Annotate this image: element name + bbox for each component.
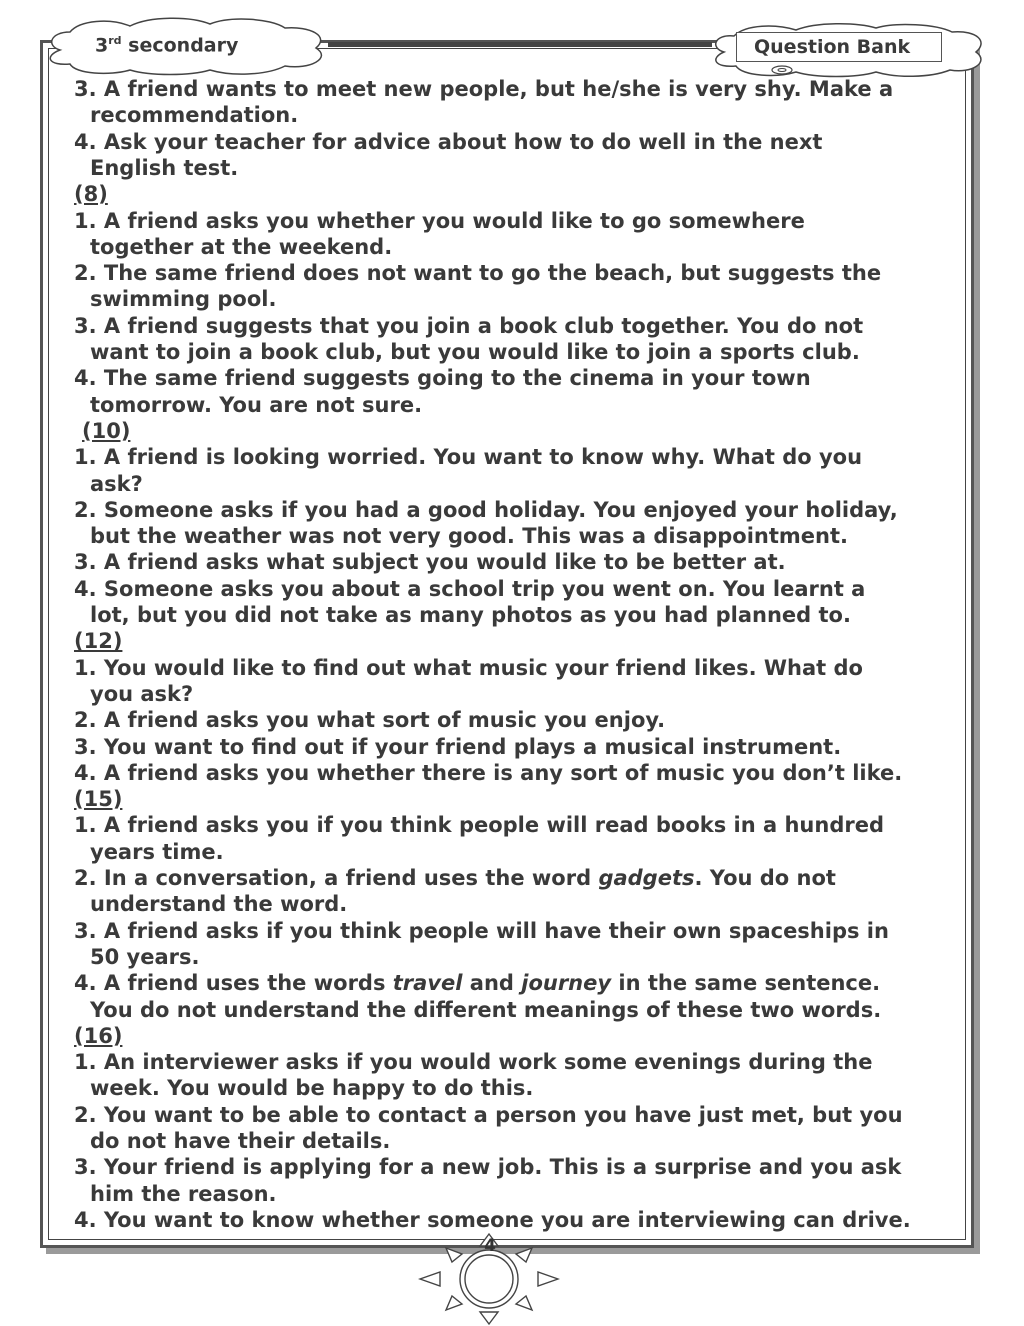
question-line: 2. The same friend does not want to go the beach, but suggests the bbox=[74, 261, 882, 286]
question-line-gadgets bbox=[74, 865, 836, 891]
question-line: tomorrow. You are not sure. bbox=[90, 392, 423, 417]
question-line: 1. A friend asks you if you think people will read books in a hundred bbox=[74, 813, 884, 838]
grade-label bbox=[95, 34, 238, 56]
question-line: 1. A friend is looking worried. You want to know why. What do you bbox=[74, 445, 863, 470]
question-line: you ask? bbox=[90, 681, 194, 706]
grade-text: secondary bbox=[121, 34, 239, 57]
question-line: 4. You want to know whether someone you are interviewing can drive. bbox=[74, 1207, 911, 1232]
grade-number: 3 bbox=[95, 34, 109, 57]
question-line: recommendation. bbox=[90, 103, 299, 128]
page-number: 4 bbox=[484, 1236, 496, 1256]
question-line: but the weather was not very good. This was a disappointment. bbox=[90, 524, 849, 549]
question-line: 50 years. bbox=[90, 944, 200, 969]
question-line: 1. A friend asks you whether you would like to go somewhere bbox=[74, 208, 805, 233]
question-line: 3. Your friend is applying for a new job. This is a surprise and you ask bbox=[74, 1155, 902, 1180]
question-line: 4. A friend asks you whether there is any sort of music you don’t like. bbox=[74, 760, 903, 785]
section-heading: (15) bbox=[74, 787, 123, 812]
italic-term: travel bbox=[392, 971, 463, 996]
italic-term: journey bbox=[521, 971, 612, 996]
question-line: You do not understand the different meanings of these two words. bbox=[90, 997, 882, 1022]
text-run: 2. In a conversation, a friend uses the word bbox=[74, 866, 599, 890]
grade-ordinal: rd bbox=[108, 34, 122, 47]
question-line: English test. bbox=[90, 155, 239, 180]
text-run: 4. A friend uses the words bbox=[74, 971, 393, 996]
question-line: 2. Someone asks if you had a good holiday. You enjoyed your holiday, bbox=[74, 497, 898, 522]
text-run: . You do not bbox=[694, 866, 836, 890]
section-heading: (12) bbox=[74, 629, 123, 654]
text-run: in the same sentence. bbox=[611, 971, 881, 996]
question-line: years time. bbox=[90, 839, 224, 864]
title-cloud bbox=[706, 22, 986, 78]
question-line: together at the weekend. bbox=[90, 234, 393, 259]
question-line: 4. Someone asks you about a school trip you went on. You learnt a bbox=[74, 576, 866, 601]
question-line: 3. A friend asks if you think people will have their own spaceships in bbox=[74, 918, 889, 943]
question-line: 1. You would like to find out what music your friend likes. What do bbox=[74, 655, 863, 680]
question-line: do not have their details. bbox=[90, 1129, 391, 1153]
section-heading: (16) bbox=[74, 1023, 123, 1048]
question-line: him the reason. bbox=[90, 1181, 277, 1206]
question-line: week. You would be happy to do this. bbox=[90, 1076, 534, 1101]
question-line-travel bbox=[74, 970, 880, 996]
question-line: 2. You want to be able to contact a person you have just met, but you bbox=[74, 1102, 903, 1127]
question-line: ask? bbox=[90, 471, 143, 496]
question-line: 4. Ask your teacher for advice about how to do well in the next bbox=[74, 129, 823, 154]
question-line: 1. An interviewer asks if you would work some evenings during the bbox=[74, 1050, 873, 1075]
question-line: understand the word. bbox=[90, 892, 348, 917]
question-line: want to join a book club, but you would like to join a sports club. bbox=[90, 340, 860, 364]
grade-cloud bbox=[40, 16, 330, 76]
question-line: 2. A friend asks you what sort of music you enjoy. bbox=[74, 708, 666, 733]
question-line: 4. The same friend suggests going to the cinema in your town bbox=[74, 366, 811, 391]
text-run: and bbox=[462, 971, 522, 996]
question-line: swimming pool. bbox=[90, 287, 277, 312]
header-rule bbox=[328, 42, 712, 47]
italic-term: gadgets bbox=[598, 866, 695, 890]
question-line: lot, but you did not take as many photos as you had planned to. bbox=[90, 603, 851, 627]
section-heading: (10) bbox=[82, 418, 131, 443]
section-heading: (8) bbox=[74, 182, 108, 207]
question-line: 3. You want to find out if your friend plays a musical instrument. bbox=[74, 734, 842, 759]
question-line: 3. A friend suggests that you join a book club together. You do not bbox=[74, 313, 864, 338]
question-line: 3. A friend asks what subject you would like to be better at. bbox=[74, 550, 786, 575]
page-title: Question Bank bbox=[754, 36, 911, 58]
question-line: 3. A friend wants to meet new people, but he/she is very shy. Make a bbox=[74, 77, 894, 101]
